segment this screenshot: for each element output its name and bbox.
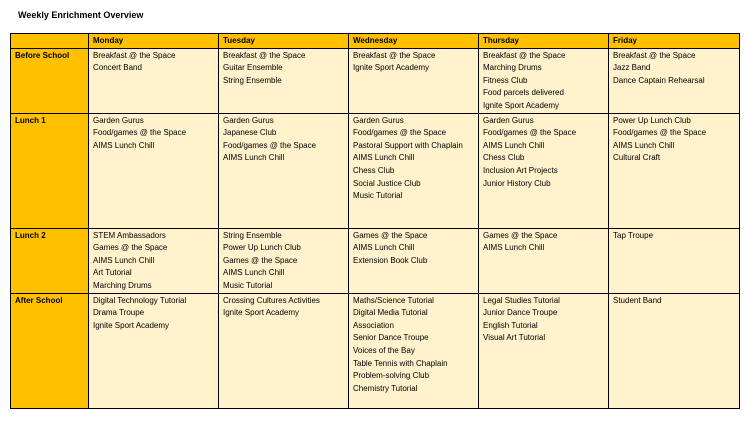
activity-item: Music Tutorial [223,280,273,290]
activity-item: Games @ the Space [483,230,558,240]
activity-item: Junior History Club [483,178,551,188]
activity-item: AIMS Lunch Chill [223,153,285,163]
activity-item: String Ensemble [223,75,282,85]
day-header-friday: Friday [609,34,740,49]
schedule-cell-wednesday [349,48,479,113]
activity-item: Jazz Band [613,63,651,73]
activity-item: Food/games @ the Space [93,128,187,138]
schedule-cell-tuesday [219,293,349,408]
schedule-cell-friday [609,48,740,113]
table-row [11,48,740,113]
activity-item: AIMS Lunch Chill [93,255,155,265]
table-row [11,293,740,408]
period-label: Lunch 1 [11,113,89,228]
activity-item: Chemistry Tutorial [353,383,418,393]
day-header-thursday: Thursday [479,34,609,49]
schedule-cell-monday [89,48,219,113]
schedule-cell-thursday [479,113,609,228]
activity-item: Maths/Science Tutorial [353,295,434,305]
activity-item: Social Justice Club [353,178,421,188]
activity-item: Power Up Lunch Club [613,115,691,125]
activity-item: Visual Art Tutorial [483,333,546,343]
activity-item: Breakfast @ the Space [93,50,176,60]
schedule-cell-thursday [479,228,609,293]
activity-item: Power Up Lunch Club [223,243,301,253]
schedule-cell-friday [609,228,740,293]
activity-item: AIMS Lunch Chill [483,140,545,150]
schedule-cell-monday [89,228,219,293]
activity-item: Food/games @ the Space [353,128,447,138]
schedule-cell-tuesday [219,48,349,113]
schedule-cell-tuesday [219,228,349,293]
table-row [11,228,740,293]
activity-item: Pastoral Support with Chaplain [353,140,463,150]
activity-item: Food/games @ the Space [483,128,577,138]
day-header-monday: Monday [89,34,219,49]
activity-item: Tap Troupe [613,230,654,240]
activity-item: Games @ the Space [93,243,168,253]
activity-item: Association [353,320,394,330]
header-row [11,34,740,49]
activity-item: Music Tutorial [353,191,403,201]
activity-item: Drama Troupe [93,308,145,318]
period-label: Lunch 2 [11,228,89,293]
activity-item: STEM Ambassadors [93,230,166,240]
period-label: After School [11,293,89,408]
activity-item: Breakfast @ the Space [353,50,436,60]
schedule-cell-thursday [479,48,609,113]
activity-item: Food parcels delivered [483,88,564,98]
activity-item: Table Tennis with Chaplain [353,358,448,368]
activity-item: Digital Media Tutorial [353,308,428,318]
activity-item: Japanese Club [223,128,277,138]
activity-item: Food/games @ the Space [223,140,317,150]
activity-item: Crossing Cultures Activities [223,295,320,305]
activity-item: Voices of the Bay [353,345,415,355]
activity-item: Garden Gurus [93,115,144,125]
activity-item: Food/games @ the Space [613,128,707,138]
schedule-cell-monday [89,293,219,408]
activity-item: AIMS Lunch Chill [483,243,545,253]
schedule-cell-thursday [479,293,609,408]
activity-item: Chess Club [483,153,525,163]
activity-item: AIMS Lunch Chill [93,140,155,150]
activity-item: Breakfast @ the Space [223,50,306,60]
schedule-cell-tuesday [219,113,349,228]
activity-item: Junior Dance Troupe [483,308,558,318]
day-header-tuesday: Tuesday [219,34,349,49]
activity-item: Ignite Sport Academy [483,100,560,110]
activity-item: Inclusion Art Projects [483,165,558,175]
activity-item: Breakfast @ the Space [613,50,696,60]
day-header-wednesday: Wednesday [349,34,479,49]
page-title: Weekly Enrichment Overview [18,10,144,20]
activity-item: English Tutorial [483,320,538,330]
enrichment-table [10,33,740,409]
activity-item: Extension Book Club [353,255,428,265]
schedule-cell-wednesday [349,293,479,408]
schedule-cell-wednesday [349,113,479,228]
activity-item: Breakfast @ the Space [483,50,566,60]
schedule-cell-wednesday [349,228,479,293]
activity-item: Garden Gurus [353,115,404,125]
activity-item: Legal Studies Tutorial [483,295,560,305]
activity-item: Student Band [613,295,662,305]
activity-item: Ignite Sport Academy [93,320,170,330]
activity-item: Guitar Ensemble [223,63,283,73]
activity-item: Fitness Club [483,75,528,85]
activity-item: AIMS Lunch Chill [613,140,675,150]
activity-item: Dance Captain Rehearsal [613,75,705,85]
activity-item: AIMS Lunch Chill [223,268,285,278]
activity-item: String Ensemble [223,230,282,240]
activity-item: Digital Technology Tutorial [93,295,187,305]
schedule-cell-friday [609,293,740,408]
activity-item: Garden Gurus [223,115,274,125]
activity-item: Garden Gurus [483,115,534,125]
activity-item: Marching Drums [483,63,542,73]
activity-item: Problem-solving Club [353,371,430,381]
activity-item: Marching Drums [93,280,152,290]
activity-item: Art Tutorial [93,268,132,278]
activity-item: Games @ the Space [353,230,428,240]
schedule-cell-friday [609,113,740,228]
period-label: Before School [11,48,89,113]
table-row [11,113,740,228]
activity-item: Ignite Sport Academy [223,308,300,318]
corner-cell [11,34,89,49]
activity-item: Cultural Craft [613,153,661,163]
activity-item: AIMS Lunch Chill [353,153,415,163]
activity-item: Games @ the Space [223,255,298,265]
activity-item: Concert Band [93,63,142,73]
activity-item: AIMS Lunch Chill [353,243,415,253]
schedule-cell-monday [89,113,219,228]
activity-item: Chess Club [353,165,395,175]
activity-item: Senior Dance Troupe [353,333,429,343]
activity-item: Ignite Sport Academy [353,63,430,73]
